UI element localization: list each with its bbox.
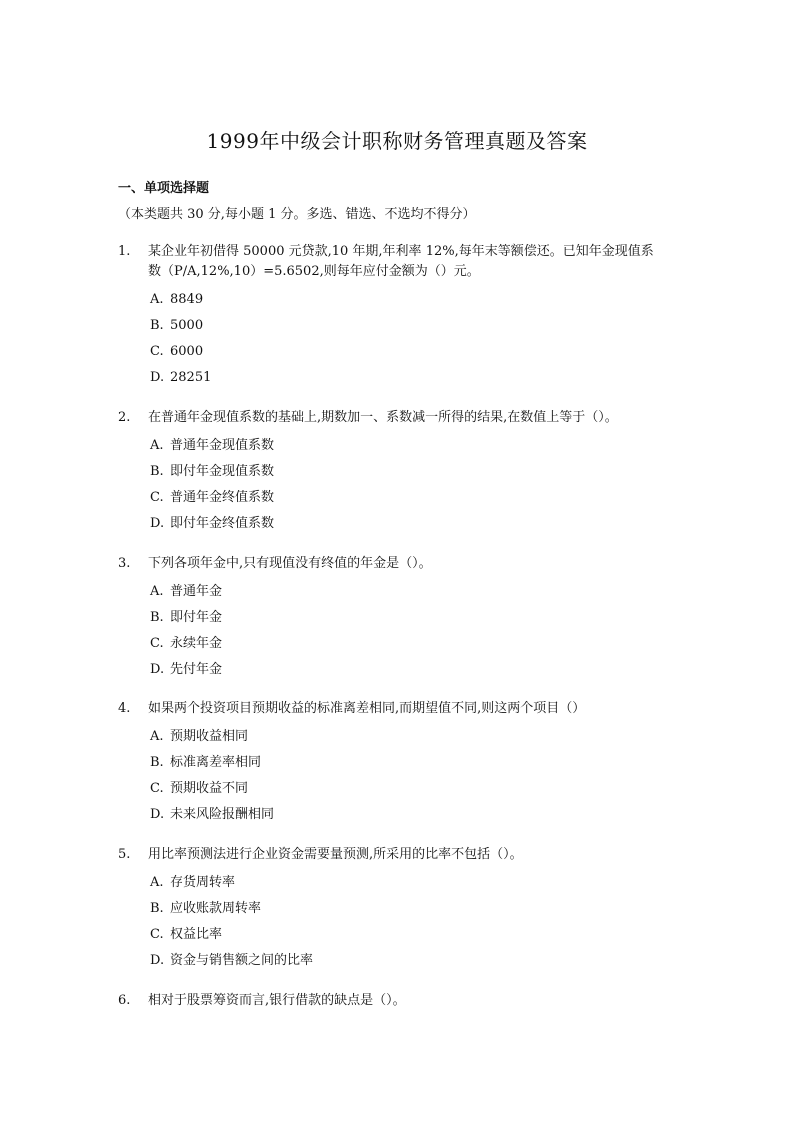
option-b [118,896,678,922]
option-b [118,750,678,776]
option-b [118,313,678,339]
option-text: 未来风险报酬相同 [170,807,275,822]
document-title: 1999年中级会计职称财务管理真题及答案 [206,129,588,153]
option-text: 6000 [170,344,204,359]
question-2 [118,408,678,537]
option-text: 标准离差率相同 [170,755,262,770]
option-list [118,579,678,683]
option-text: 存货周转率 [170,875,236,890]
option-list [118,433,678,537]
option-b [118,605,678,631]
question-3 [118,554,678,683]
option-d [118,511,678,537]
option-text: 预期收益相同 [170,729,249,744]
option-a [118,287,678,313]
option-c [118,631,678,657]
option-text: 普通年金 [170,584,223,599]
option-letter: A. [150,292,164,307]
option-letter: B. [150,610,164,625]
option-letter: A. [150,875,164,890]
option-d [118,657,678,683]
option-list [118,870,678,974]
question-5 [118,845,678,974]
option-text: 先付年金 [170,662,223,677]
option-text: 预期收益不同 [170,781,249,796]
question-text: 如果两个投资项目预期收益的标准离差相同,而期望值不同,则这两个项目（） [148,701,586,716]
option-letter: A. [150,584,164,599]
question-4 [118,699,678,828]
option-text: 权益比率 [170,927,223,942]
option-letter: B. [150,755,164,770]
question-text-continued: 数（P/A,12%,10）=5.6502,则每年应付金额为（）元。 [148,264,480,279]
question-number: 1. [118,244,131,259]
question-number: 2. [118,410,131,425]
option-d [118,802,678,828]
question-number: 3. [118,556,131,571]
question-number: 6. [118,993,131,1008]
option-letter: B. [150,464,164,479]
option-text: 普通年金终值系数 [170,490,275,505]
option-letter: C. [150,636,164,651]
option-letter: D. [150,662,165,677]
option-letter: C. [150,490,164,505]
option-letter: C. [150,927,164,942]
option-text: 8849 [170,292,204,307]
question-text: 用比率预测法进行企业资金需要量预测,所采用的比率不包括（）。 [148,847,523,862]
option-d [118,948,678,974]
question-number: 5. [118,847,131,862]
option-text: 应收账款周转率 [170,901,262,916]
option-b [118,459,678,485]
question-1 [118,242,678,391]
option-a [118,724,678,750]
question-text: 某企业年初借得 50000 元贷款,10 年期,年利率 12%,每年末等额偿还。已知年金现值系 [148,244,654,259]
question-text: 在普通年金现值系数的基础上,期数加一、系数减一所得的结果,在数值上等于（）。 [148,410,618,425]
option-a [118,870,678,896]
section-instructions: （本类题共 30 分,每小题 1 分。多选、错选、不选均不得分） [118,207,476,222]
option-letter: C. [150,781,164,796]
option-letter: A. [150,438,164,453]
option-letter: D. [150,370,165,385]
option-letter: C. [150,344,164,359]
option-text: 即付年金 [170,610,223,625]
option-text: 即付年金终值系数 [170,516,275,531]
option-list [118,724,678,828]
option-c [118,922,678,948]
option-letter: B. [150,901,164,916]
option-c [118,776,678,802]
option-text: 永续年金 [170,636,223,651]
option-text: 5000 [170,318,204,333]
question-number: 4. [118,701,131,716]
option-letter: B. [150,318,164,333]
option-letter: D. [150,953,165,968]
option-d [118,365,678,391]
option-a [118,433,678,459]
option-letter: D. [150,516,165,531]
option-c [118,339,678,365]
option-text: 即付年金现值系数 [170,464,275,479]
option-c [118,485,678,511]
question-text: 下列各项年金中,只有现值没有终值的年金是（）。 [148,556,432,571]
section-heading: 一、单项选择题 [118,181,210,196]
option-letter: A. [150,729,164,744]
option-text: 资金与销售额之间的比率 [170,953,314,968]
option-letter: D. [150,807,165,822]
question-text: 相对于股票筹资而言,银行借款的缺点是（）。 [148,993,406,1008]
question-6 [118,991,678,1011]
option-list [118,287,678,391]
option-text: 28251 [170,370,212,385]
option-a [118,579,678,605]
option-text: 普通年金现值系数 [170,438,275,453]
